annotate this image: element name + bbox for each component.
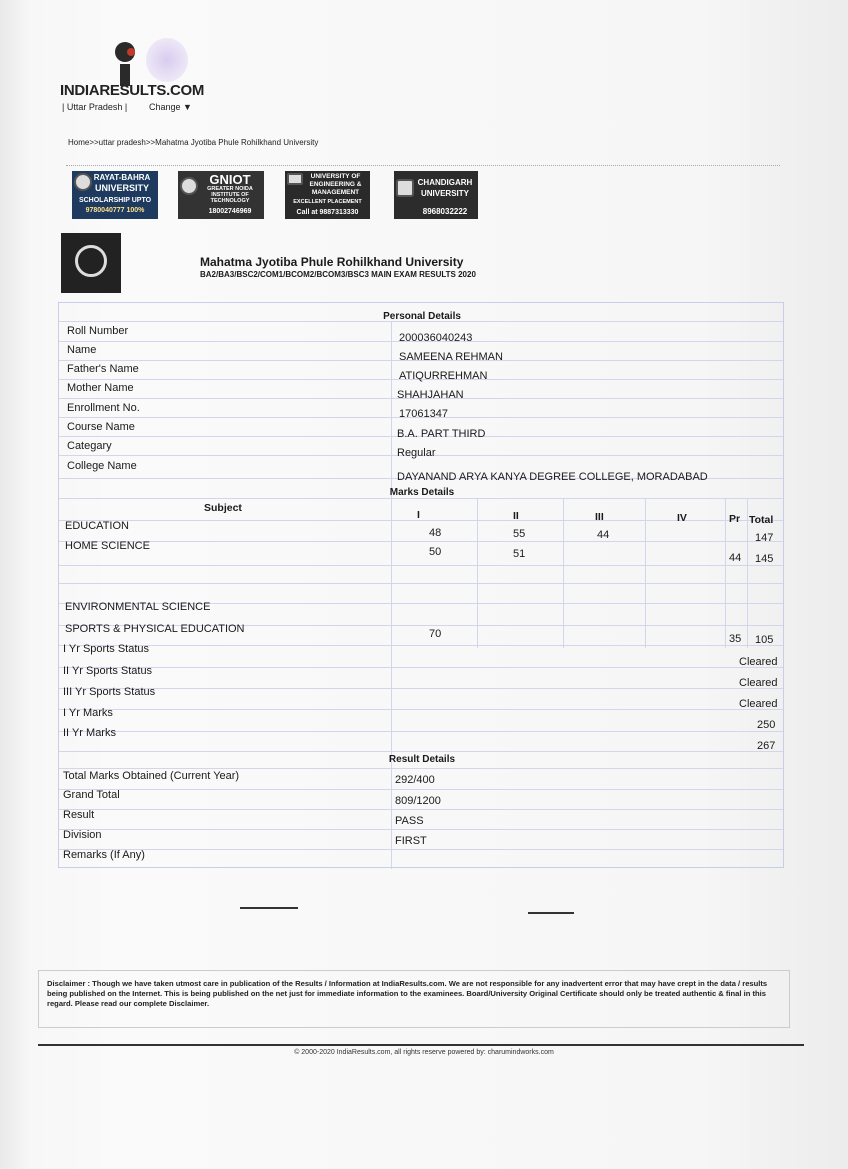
enrollment-value: 17061347 xyxy=(399,408,448,420)
subject-name: SPORTS & PHYSICAL EDUCATION xyxy=(65,623,245,635)
college-name-value: DAYANAND ARYA KANYA DEGREE COLLEGE, MORADABAD xyxy=(397,471,708,483)
col-total: Total xyxy=(749,514,774,526)
banner-text: MANAGEMENT xyxy=(311,189,360,196)
banner-text: 9780040777 100% xyxy=(85,207,145,214)
mark-i: 70 xyxy=(429,628,442,640)
marks-details-heading: Marks Details xyxy=(389,487,455,498)
breadcrumb[interactable]: Home>>uttar pradesh>>Mahatma Jyotiba Phule Rohilkhand University xyxy=(68,138,319,147)
university-emblem-icon xyxy=(61,233,121,293)
category-label: Categary xyxy=(67,440,112,452)
col-ii: II xyxy=(513,510,519,522)
change-state-link[interactable]: Change ▼ xyxy=(149,102,192,112)
disclaimer: Disclaimer : Though we have taken utmost care in publication of the Results / Information at IndiaResults.com. We are not responsible for any inadvertent error that may have crept in the data / results being published on the Internet. This is being published on the net just for immediate information to the examinees. Board/University Original Certificate should only be treated authentic & final in this regard. Please read our complete Disclaimer. xyxy=(38,970,790,1028)
sports-status-2-value: Cleared xyxy=(739,677,778,689)
name-value: SAMEENA REHMAN xyxy=(399,351,503,363)
sports-status-3-value: Cleared xyxy=(739,698,778,710)
university-name: Mahatma Jyotiba Phule Rohilkhand University xyxy=(200,255,464,269)
result-table xyxy=(58,302,784,868)
result-details-heading: Result Details xyxy=(388,754,456,765)
banner-text: 8968032222 xyxy=(422,207,468,216)
col-i: I xyxy=(417,509,420,521)
mother-name-value: SHAHJAHAN xyxy=(397,389,464,401)
signature-line xyxy=(240,907,298,909)
mark-ii: 51 xyxy=(513,548,526,560)
father-name-label: Father's Name xyxy=(67,363,139,375)
mother-name-label: Mother Name xyxy=(67,382,134,394)
personal-details-heading: Personal Details xyxy=(383,311,461,322)
total-marks-label: Total Marks Obtained (Current Year) xyxy=(63,770,240,782)
col-iv: IV xyxy=(677,512,687,524)
banner-text: Call at 9887313330 xyxy=(296,209,359,216)
banner-text: TECHNOLOGY xyxy=(210,198,250,204)
mark-pr: 35 xyxy=(729,633,742,645)
sports-status-3-label: III Yr Sports Status xyxy=(63,686,156,698)
grand-total-label: Grand Total xyxy=(63,789,120,801)
remarks-label: Remarks (If Any) xyxy=(63,849,145,861)
mark-total: 147 xyxy=(755,532,774,544)
year-1-marks-value: 250 xyxy=(757,719,776,731)
subject-name: ENVIRONMENTAL SCIENCE xyxy=(65,601,211,613)
year-2-marks-label: II Yr Marks xyxy=(63,727,116,739)
sports-status-1-value: Cleared xyxy=(739,656,778,668)
category-value: Regular xyxy=(397,447,436,459)
banner-text: RAYAT-BAHRA xyxy=(93,173,151,182)
banner-text: CHANDIGARH xyxy=(417,178,473,187)
enrollment-label: Enrollment No. xyxy=(67,402,140,414)
state-label: | Uttar Pradesh | xyxy=(62,102,128,112)
college-name-label: College Name xyxy=(67,460,137,472)
mark-total: 145 xyxy=(755,553,774,565)
site-logo[interactable] xyxy=(60,38,205,99)
mark-ii: 55 xyxy=(513,528,526,540)
division-value: FIRST xyxy=(395,835,427,847)
banner-text: 18002746969 xyxy=(208,208,252,215)
mark-i: 50 xyxy=(429,546,442,558)
roll-number-value: 200036040243 xyxy=(399,332,473,344)
banner-text: INSTITUTE OF xyxy=(211,192,249,198)
sports-status-1-label: I Yr Sports Status xyxy=(63,643,150,655)
banner-text: UNIVERSITY xyxy=(420,189,469,198)
result-label: Result xyxy=(63,809,95,821)
mark-i: 48 xyxy=(429,527,442,539)
logo-i-mark xyxy=(112,42,138,84)
logo-text: INDIARESULTS.COM xyxy=(60,82,205,99)
result-value: PASS xyxy=(395,815,424,827)
exam-title: BA2/BA3/BSC2/COM1/BCOM2/BCOM3/BSC3 MAIN EXAM RESULTS 2020 xyxy=(200,270,476,279)
name-label: Name xyxy=(67,344,97,356)
banner-uem[interactable] xyxy=(285,171,370,219)
banner-text: EXCELLENT PLACEMENT xyxy=(293,199,362,205)
course-name-label: Course Name xyxy=(67,421,135,433)
year-2-marks-value: 267 xyxy=(757,740,776,752)
col-iii: III xyxy=(595,511,604,523)
signature-line xyxy=(528,912,574,914)
course-name-value: B.A. PART THIRD xyxy=(397,428,486,440)
col-pr: Pr xyxy=(729,513,741,525)
mark-pr: 44 xyxy=(729,552,742,564)
up-map-icon xyxy=(146,38,188,82)
banner-text: ENGINEERING & xyxy=(309,181,362,188)
grand-total-value: 809/1200 xyxy=(395,795,441,807)
sports-status-2-label: II Yr Sports Status xyxy=(63,665,153,677)
banner-text: GNIOT xyxy=(209,172,251,187)
divider xyxy=(66,165,780,166)
year-1-marks-label: I Yr Marks xyxy=(63,707,113,719)
copyright[interactable]: © 2000-2020 IndiaResults.com, all rights reserve powered by: charumindworks.com xyxy=(294,1049,554,1056)
father-name-value: ATIQURREHMAN xyxy=(399,370,488,382)
banner-text: UNIVERSITY OF xyxy=(310,173,361,180)
mark-total: 105 xyxy=(755,634,774,646)
col-subject: Subject xyxy=(204,502,242,514)
banner-text: GREATER NOIDA xyxy=(207,186,253,192)
banner-gniot[interactable] xyxy=(178,171,264,219)
subject-name: EDUCATION xyxy=(65,520,129,532)
subject-name: HOME SCIENCE xyxy=(65,540,150,552)
footer-divider xyxy=(38,1044,804,1046)
banner-text: UNIVERSITY xyxy=(94,183,149,193)
division-label: Division xyxy=(63,829,102,841)
mark-iii: 44 xyxy=(597,529,610,541)
total-marks-value: 292/400 xyxy=(395,774,435,786)
banner-rayat-bahra[interactable] xyxy=(72,171,158,219)
banner-chandigarh[interactable] xyxy=(394,171,478,219)
banner-text: SCHOLARSHIP UPTO xyxy=(78,197,152,204)
roll-number-label: Roll Number xyxy=(67,325,129,337)
